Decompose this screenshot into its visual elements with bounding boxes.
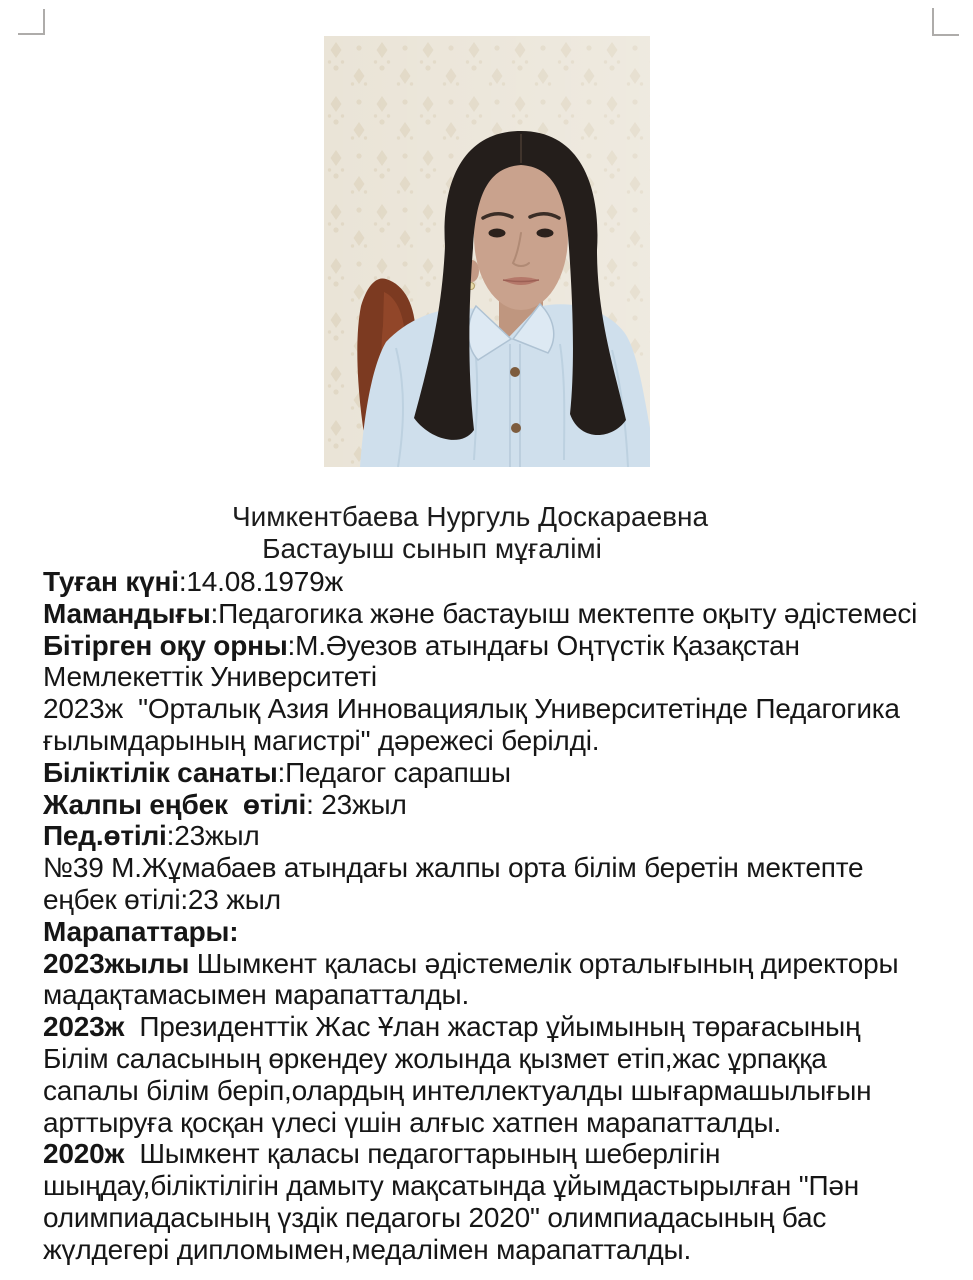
bio-line [43,979,953,1011]
bio-line [43,820,953,852]
bio-value: :23жыл [166,820,260,852]
bio-line [43,598,953,630]
bio-value: Президенттік Жас Ұлан жастар ұйымының төрағасының [124,1011,861,1043]
bio-line [43,948,953,980]
bio-value: :Педагог сарапшы [277,756,511,788]
bio-line [43,1107,953,1139]
bio-line [43,725,953,757]
bio-value: : 23жыл [306,788,407,820]
bio-value: Мемлекеттік Университеті [43,661,377,693]
bio-content [0,501,973,1266]
bio-value: арттыруға қосқан үлесі үшін алғыс хатпен марапатталды. [43,1106,782,1138]
bio-value: :14.08.1979ж [178,566,344,597]
bio-label: 2023ж [43,1011,125,1043]
bio-label: Пед.өтілі [43,820,167,852]
bio-label: Туған күні [43,566,179,597]
crop-corner-top-right-icon [932,8,959,36]
bio-value: сапалы білім беріп,олардың интеллектуалды шығармашылығын [43,1074,872,1106]
bio-line [43,630,953,662]
bio-value: еңбек өтілі:23 жыл [43,883,281,915]
bio-line [43,693,953,725]
person-name: Чимкентбаева Нургуль Доскараевна [231,501,709,532]
bio-value: жүлдегері дипломымен,медалімен марапатталды. [43,1233,692,1265]
bio-value: Білім саласының өркендеу жолында қызмет етіп,жас ұрпаққа [43,1042,827,1074]
bio-line [43,1011,953,1043]
bio-value: №39 М.Жұмабаев атындағы жалпы орта білім беретін мектепте [43,852,864,884]
profile-photo [324,36,650,467]
bio-line [43,789,953,821]
bio-value: Шымкент қаласы әдістемелік орталығының директоры [189,947,899,979]
crop-corner-top-left-icon [18,9,45,35]
bio-label: Мамандығы [43,597,211,629]
bio-line [43,1075,953,1107]
bio-line [43,1170,953,1202]
bio-value: шыңдау,біліктілігін дамыту мақсатында ұйымдастырылған "Пән [43,1170,860,1202]
bio-label: Марапаттары: [43,915,239,947]
bio-text [43,566,953,1266]
portrait-illustration [324,36,650,467]
bio-line [43,757,953,789]
bio-line [43,1202,953,1234]
bio-value: олимпиадасының үздік педагогы 2020" олимпиадасының бас [43,1201,827,1233]
bio-line [43,1043,953,1075]
bio-line [43,852,953,884]
bio-line [43,1138,953,1170]
bio-value: 2023ж "Орталық Азия Инновациялық Университетінде Педагогика [43,693,900,725]
bio-line [43,916,953,948]
bio-line [43,1234,953,1266]
bio-value: Шымкент қаласы педагогтарының шеберлігін [124,1138,721,1170]
bio-value: :М.Әуезов атындағы Оңтүстік Қазақстан [287,629,800,661]
bio-value: :Педагогика және бастауыш мектепте оқыту әдістемесі [210,597,918,629]
bio-value: ғылымдарының магистрі" дәрежесі берілді. [43,724,600,756]
bio-line [43,566,953,598]
bio-label: 2023жылы [43,947,190,979]
bio-label: 2020ж [43,1138,125,1170]
bio-label: Жалпы еңбек өтілі [43,788,307,820]
person-role: Бастауыш сынып мұғалімі [262,533,602,564]
bio-label: Бітірген оқу орны [43,629,288,661]
bio-line [43,661,953,693]
bio-line [43,884,953,916]
bio-value: мадақтамасымен марапатталды. [43,979,470,1011]
bio-label: Біліктілік санаты [43,756,278,788]
